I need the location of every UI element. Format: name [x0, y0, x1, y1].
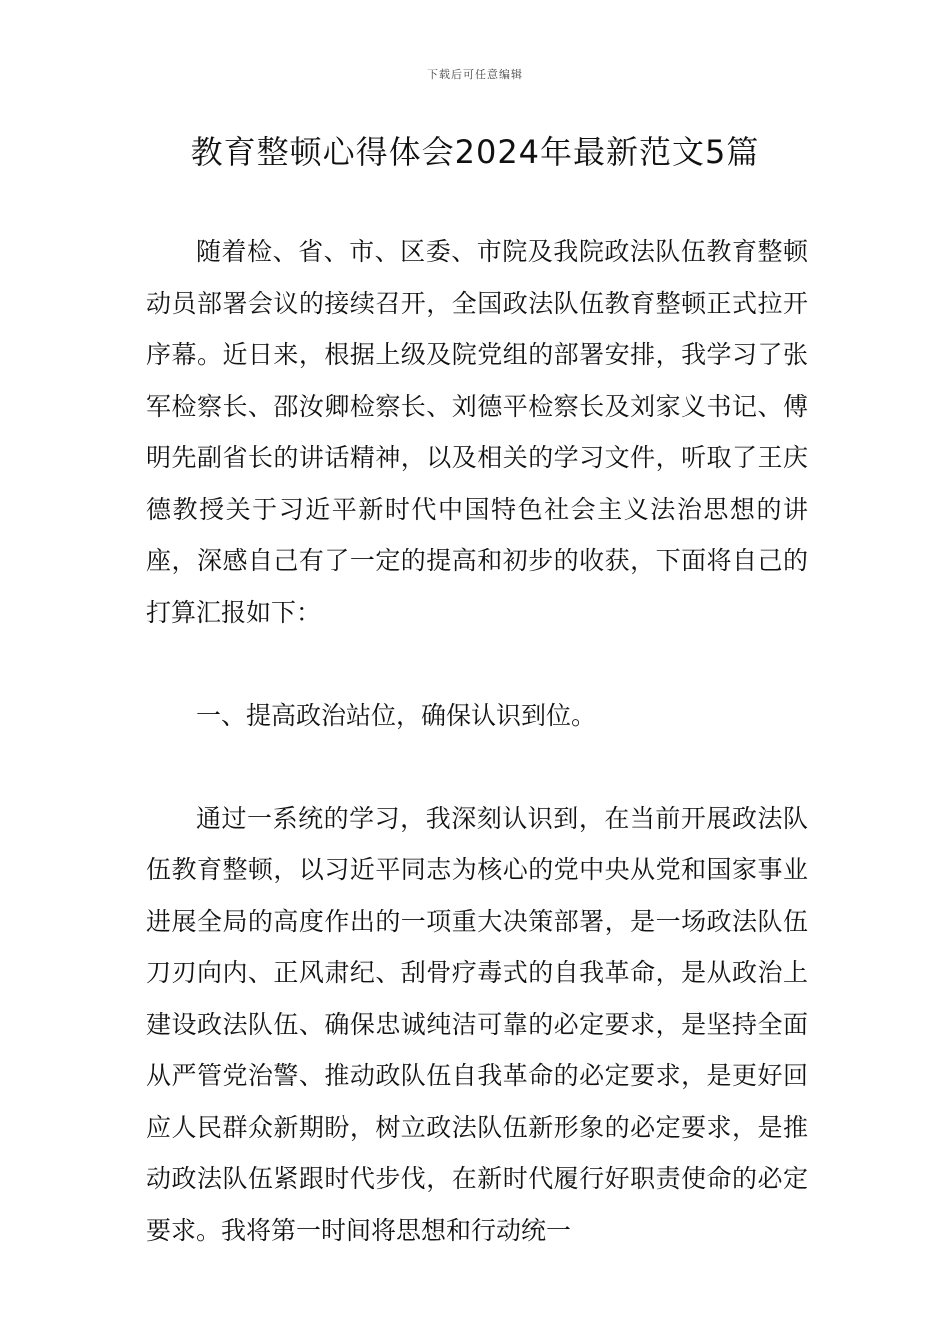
header-note: 下载后可任意编辑 [427, 68, 523, 81]
paragraph-section-1: 通过一系统的学习，我深刻认识到，在当前开展政法队伍教育整顿，以习近平同志为核心的党中央从党和国家事业进展全局的高度作出的一项重大决策部署，是一场政法队伍刀刃向内、正风肃纪、刮骨疗毒式的自我革命，是从政治上建设政法队伍、确保忠诚纯洁可靠的必定要求，是坚持全面从严管党治警、推动政队伍自我革命的必定要求，是更好回应人民群众新期盼，树立政法队伍新形象的必定要求，是推动政法队伍紧跟时代步伐，在新时代履行好职责使命的必定要求。我将第一时间将思想和行动统一 [146, 803, 808, 1245]
document-title: 教育整顿心得体会2024年最新范文5篇 [190, 133, 760, 171]
document-body [146, 226, 808, 1256]
paragraph-intro: 随着检、省、市、区委、市院及我院政法队伍教育整顿动员部署会议的接续召开，全国政法队伍教育整顿正式拉开序幕。近日来，根据上级及院党组的部署安排，我学习了张军检察长、邵汝卿检察长、刘德平检察长及刘家义书记、傅明先副省长的讲话精神，以及相关的学习文件，听取了王庆德教授关于习近平新时代中国特色社会主义法治思想的讲座，深感自己有了一定的提高和初步的收获，下面将自己的打算汇报如下： [146, 237, 808, 627]
section-heading-1: 一、提高政治站位，确保认识到位。 [196, 700, 597, 730]
